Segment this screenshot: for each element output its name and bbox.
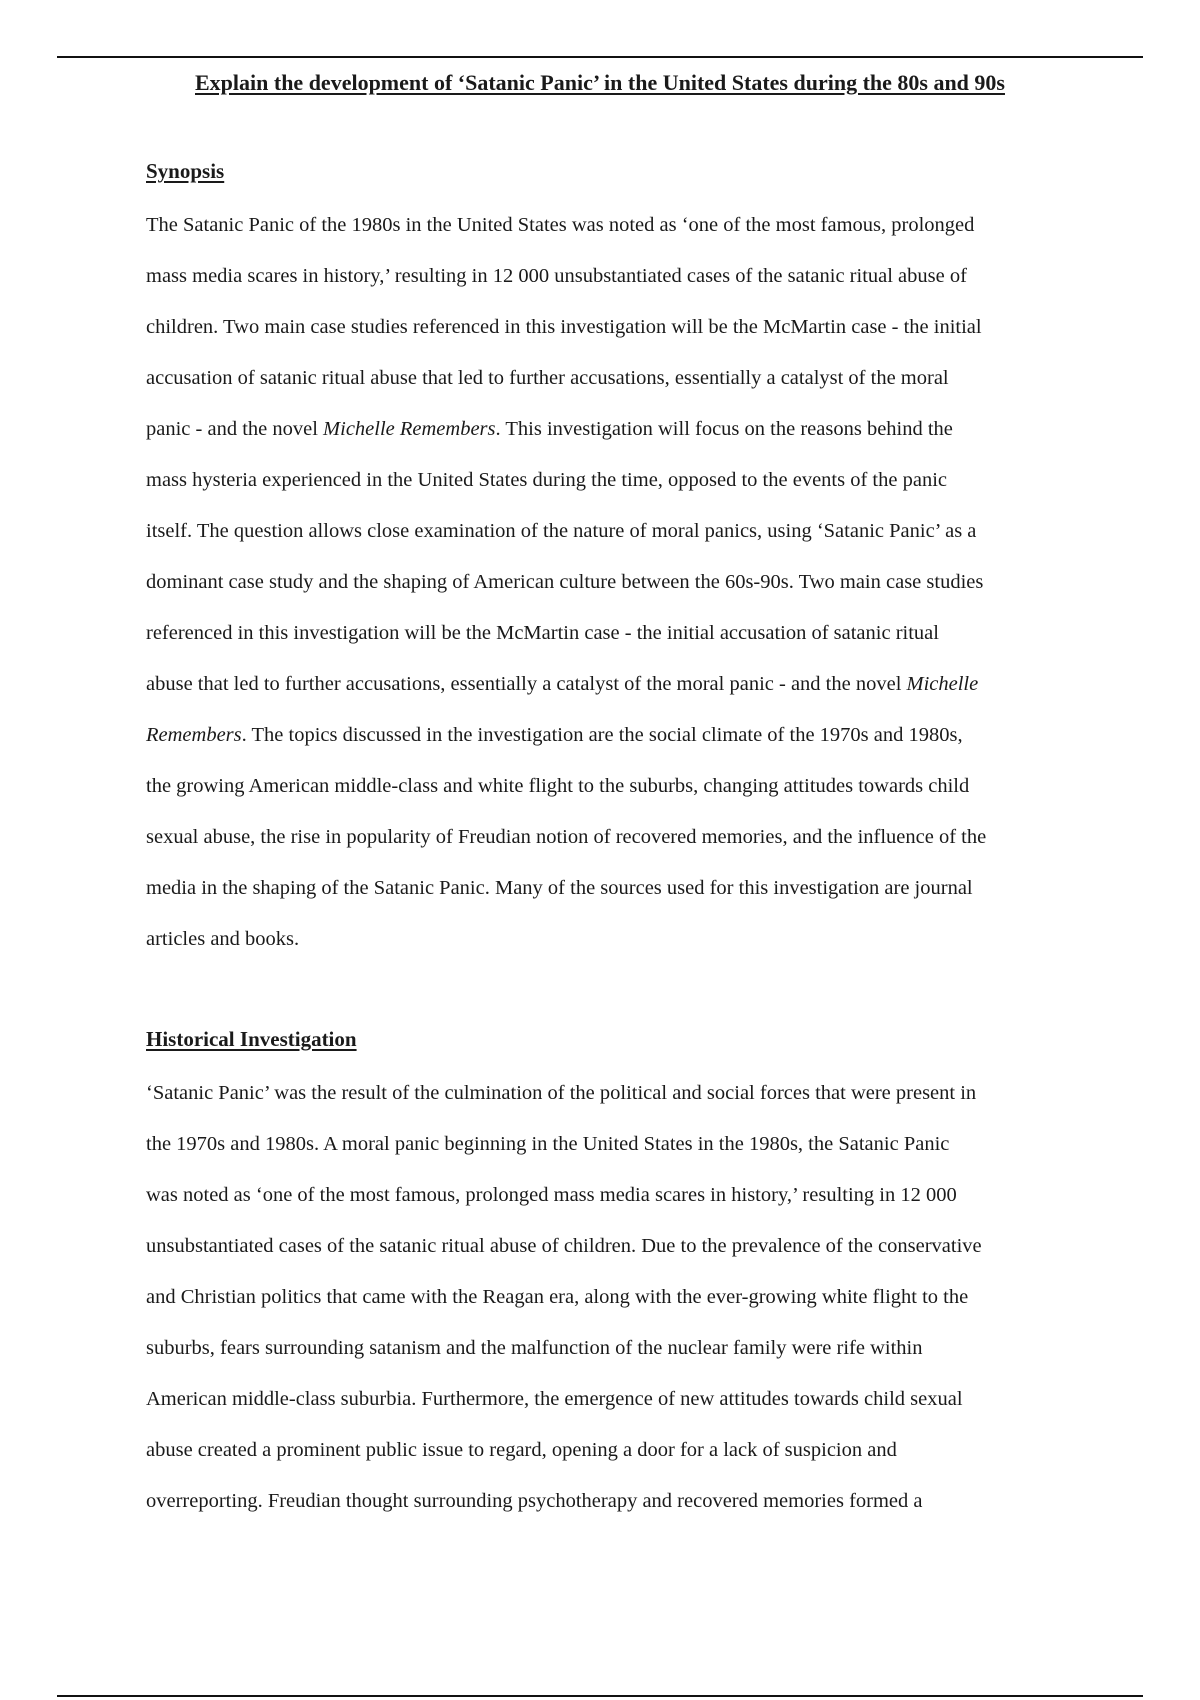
line-text: . The topics discussed in the investigation are the social climate of the 1970s and 1980s, bbox=[241, 724, 963, 746]
investigation-line: overreporting. Freudian thought surrounding psychotherapy and recovered memories formed a bbox=[146, 1490, 923, 1512]
synopsis-line: the growing American middle-class and white flight to the suburbs, changing attitudes towards child bbox=[146, 775, 970, 797]
synopsis-line: referenced in this investigation will be the McMartin case - the initial accusation of satanic ritual bbox=[146, 622, 939, 644]
investigation-line: abuse created a prominent public issue to regard, opening a door for a lack of suspicion and bbox=[146, 1439, 897, 1461]
book-title: Michelle Remembers bbox=[323, 418, 496, 440]
synopsis-body bbox=[146, 200, 1076, 965]
investigation-line: ‘Satanic Panic’ was the result of the culmination of the political and social forces that were present in bbox=[146, 1082, 977, 1104]
synopsis-line bbox=[146, 659, 1076, 710]
investigation-line: suburbs, fears surrounding satanism and the malfunction of the nuclear family were rife within bbox=[146, 1337, 923, 1359]
book-title: Michelle bbox=[906, 673, 979, 695]
synopsis-line: mass media scares in history,’ resulting in 12 000 unsubstantiated cases of the satanic ritual abuse of bbox=[146, 265, 967, 287]
synopsis-line: The Satanic Panic of the 1980s in the United States was noted as ‘one of the most famous, prolonged bbox=[146, 214, 975, 236]
line-text: panic - and the novel bbox=[146, 418, 324, 440]
line-text: abuse that led to further accusations, essentially a catalyst of the moral panic - and the novel bbox=[146, 673, 907, 695]
bottom-rule bbox=[57, 1695, 1143, 1697]
synopsis-line: media in the shaping of the Satanic Panic. Many of the sources used for this investigation are journal bbox=[146, 877, 973, 899]
synopsis-line bbox=[146, 404, 1076, 455]
synopsis-line: children. Two main case studies referenced in this investigation will be the McMartin case - the initial bbox=[146, 316, 982, 338]
synopsis-line: itself. The question allows close examination of the nature of moral panics, using ‘Satanic Panic’ as a bbox=[146, 520, 977, 542]
synopsis-line: articles and books. bbox=[146, 928, 300, 950]
synopsis-section bbox=[146, 156, 1076, 965]
synopsis-line bbox=[146, 710, 1076, 761]
investigation-heading: Historical Investigation bbox=[146, 1027, 357, 1051]
investigation-body bbox=[146, 1068, 1076, 1527]
document-title: Explain the development of ‘Satanic Panic’ in the United States during the 80s and 90s bbox=[195, 70, 1005, 95]
investigation-line: unsubstantiated cases of the satanic ritual abuse of children. Due to the prevalence of the conservative bbox=[146, 1235, 982, 1257]
book-title: Remembers bbox=[146, 724, 242, 746]
line-text: . This investigation will focus on the reasons behind the bbox=[495, 418, 953, 440]
synopsis-line: mass hysteria experienced in the United States during the time, opposed to the events of the panic bbox=[146, 469, 947, 491]
top-rule bbox=[57, 56, 1143, 58]
synopsis-heading: Synopsis bbox=[146, 159, 225, 183]
investigation-line: American middle-class suburbia. Furthermore, the emergence of new attitudes towards child sexual bbox=[146, 1388, 963, 1410]
synopsis-line: sexual abuse, the rise in popularity of Freudian notion of recovered memories, and the influence of the bbox=[146, 826, 987, 848]
investigation-section bbox=[146, 1024, 1076, 1527]
synopsis-line: accusation of satanic ritual abuse that led to further accusations, essentially a catalyst of the moral bbox=[146, 367, 949, 389]
investigation-line: was noted as ‘one of the most famous, prolonged mass media scares in history,’ resulting in 12 000 bbox=[146, 1184, 957, 1206]
investigation-line: the 1970s and 1980s. A moral panic beginning in the United States in the 1980s, the Satanic Panic bbox=[146, 1133, 950, 1155]
investigation-line: and Christian politics that came with the Reagan era, along with the ever-growing white flight to the bbox=[146, 1286, 969, 1308]
synopsis-line: dominant case study and the shaping of American culture between the 60s-90s. Two main case studies bbox=[146, 571, 984, 593]
